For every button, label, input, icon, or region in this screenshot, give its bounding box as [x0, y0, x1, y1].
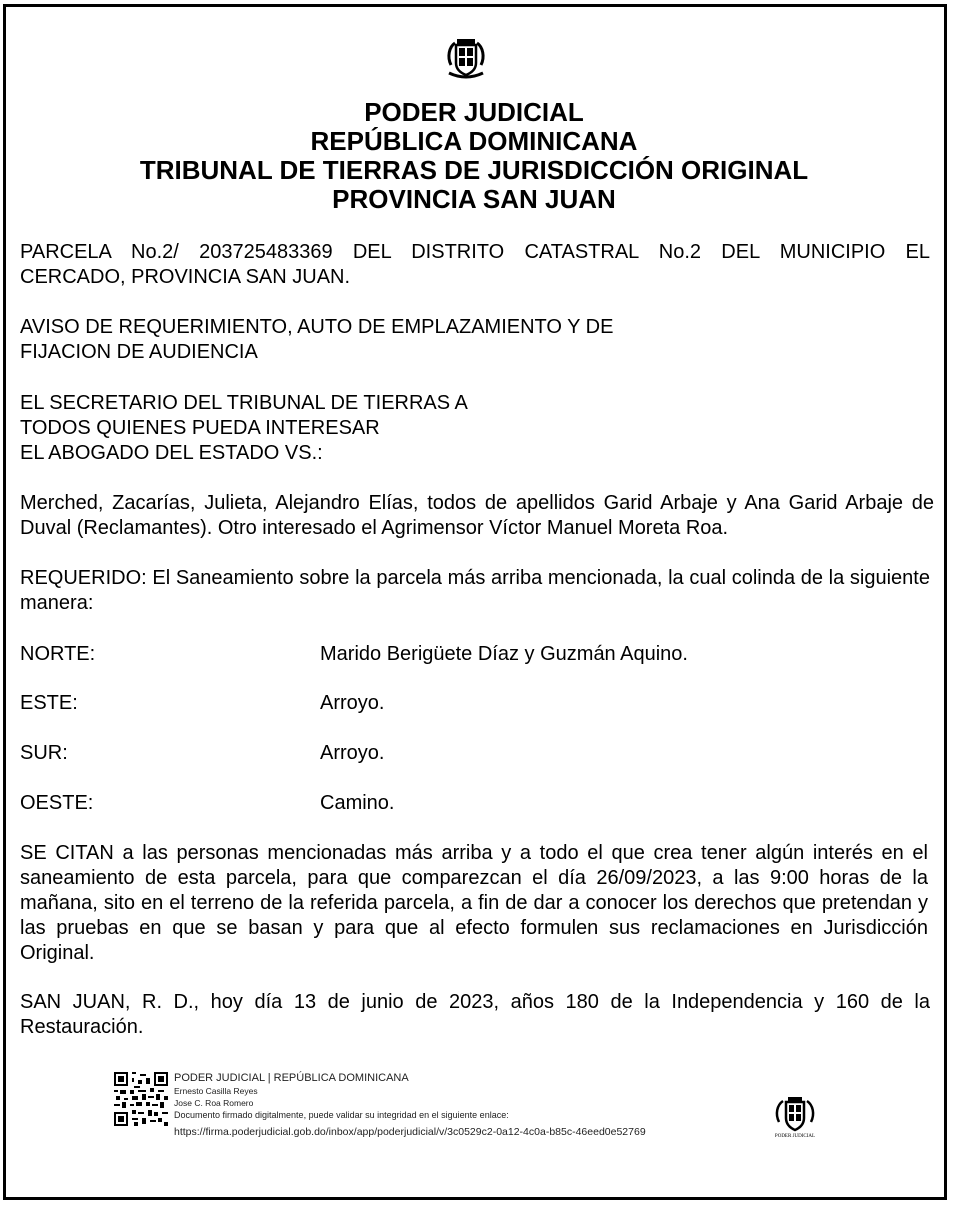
parcela-line-2: CERCADO, PROVINCIA SAN JUAN. — [20, 266, 351, 288]
signer-name-1: Ernesto Casilla Reyes — [174, 1086, 258, 1096]
requerido-paragraph: REQUERIDO: El Saneamiento sobre la parcela más arriba mencionada, la cual colinda de la siguiente manera: — [20, 567, 930, 614]
boundary-label: ESTE: — [20, 692, 78, 714]
parcela-line-1: PARCELA No.2/ 203725483369 DEL DISTRITO CATASTRAL No.2 DEL MUNICIPIO EL — [20, 241, 930, 263]
parcela-paragraph — [20, 240, 930, 290]
aviso-line-2: FIJACION DE AUDIENCIA — [20, 341, 258, 363]
boundary-value: Camino. — [320, 792, 395, 814]
boundary-value: Marido Berigüete Díaz y Guzmán Aquino. — [320, 643, 688, 665]
header-line-1: PODER JUDICIAL — [364, 97, 584, 127]
boundary-label: NORTE: — [20, 643, 96, 665]
parties-paragraph: Merched, Zacarías, Julieta, Alejandro Elías, todos de apellidos Garid Arbaje y Ana Garid Arbaje de Duval (Reclamantes). Otro interesado el Agrimensor Víctor Manuel Moreta Roa. — [20, 492, 934, 539]
fecha-paragraph: SAN JUAN, R. D., hoy día 13 de junio de 2023, años 180 de la Independencia y 160 de la Restauración. — [20, 991, 930, 1038]
signature-org: PODER JUDICIAL | REPÚBLICA DOMINICANA — [174, 1072, 409, 1084]
secretario-paragraph — [20, 391, 930, 466]
secretario-line-1: EL SECRETARIO DEL TRIBUNAL DE TIERRAS A — [20, 392, 468, 414]
seal-caption: PODER JUDICIAL — [774, 1134, 816, 1139]
signature-note: Documento firmado digitalmente, puede validar su integridad en el siguiente enlace: — [174, 1110, 509, 1120]
aviso-line-1: AVISO DE REQUERIMIENTO, AUTO DE EMPLAZAMIENTO Y DE — [20, 316, 614, 338]
digital-signature-block — [174, 1072, 646, 1139]
boundary-label: SUR: — [20, 742, 68, 764]
header-line-4: PROVINCIA SAN JUAN — [332, 184, 616, 214]
coat-of-arms-icon — [443, 35, 489, 81]
secretario-line-3: EL ABOGADO DEL ESTADO VS.: — [20, 442, 323, 464]
boundary-value: Arroyo. — [320, 742, 385, 764]
aviso-paragraph — [20, 315, 930, 365]
qr-code-icon[interactable] — [114, 1072, 168, 1126]
secretario-line-2: TODOS QUIENES PUEDA INTERESAR — [20, 417, 380, 439]
poder-judicial-seal-icon — [772, 1096, 818, 1152]
validation-link[interactable]: https://firma.poderjudicial.gob.do/inbox/app/poderjudicial/v/3c0529c2-0a12-4c0a-b85c-46eed0e52769 — [174, 1126, 646, 1138]
header-line-2: REPÚBLICA DOMINICANA — [310, 126, 638, 156]
boundary-label: OESTE: — [20, 792, 94, 814]
signer-name-2: Jose C. Roa Romero — [174, 1098, 254, 1108]
document-header — [0, 98, 948, 214]
citan-paragraph: SE CITAN a las personas mencionadas más arriba y a todo el que crea tener algún interés en el saneamiento de esta parcela, para que comparezcan el día 26/09/2023, a las 9:00 horas de la mañana, sito en el terreno de la referida parcela, a fin de dar a conocer los derechos que pretendan y las pruebas en que se basan y para que al efecto formulen sus reclamaciones en Jurisdicción Original. — [20, 842, 928, 964]
header-line-3: TRIBUNAL DE TIERRAS DE JURISDICCIÓN ORIGINAL — [139, 155, 809, 185]
boundary-value: Arroyo. — [320, 692, 385, 714]
